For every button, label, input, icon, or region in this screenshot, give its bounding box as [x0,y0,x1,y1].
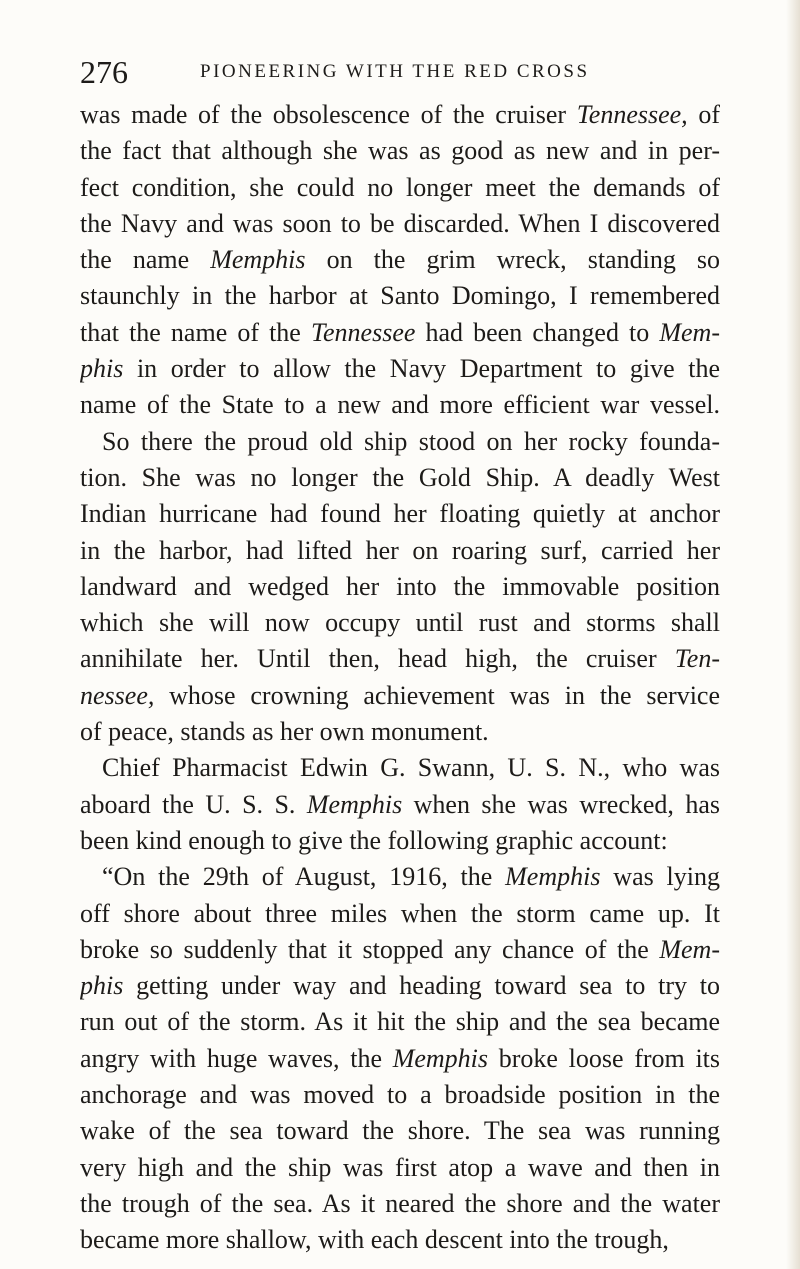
text-line [80,787,720,823]
text-run: name of the State to a new and more efficient war vessel. [80,390,720,420]
text-line [80,278,720,314]
italic-run: Mem- [659,317,720,347]
text-run: angry with huge waves, the [80,1043,393,1073]
text-line [80,968,720,1004]
italic-run: Memphis [392,1043,489,1073]
text-line [80,533,720,569]
text-run: wake of the sea toward the shore. The sea was running [80,1116,720,1146]
text-run: broke loose from its [488,1043,720,1073]
text-run: anchorage and was moved to a broadside position in the [80,1080,720,1110]
text-line [80,424,720,460]
text-line [80,206,720,242]
text-line [80,678,720,714]
italic-run: Memphis [210,245,306,275]
text-run: of [687,100,720,129]
page-number: 276 [80,54,128,90]
text-run: whose crowning achievement was in the service [154,680,720,710]
text-line [80,896,720,932]
text-run: broke so suddenly that it stopped any chance of the [80,934,660,964]
italic-run: Memphis [505,862,601,892]
running-head: PIONEERING WITH THE RED CROSS [200,61,590,82]
text-line [80,133,720,169]
text-run: became more shallow, with each descent into the trough, [80,1225,669,1255]
text-run: in order to allow the Navy Department to give the [123,354,720,384]
text-line [80,387,720,423]
text-run: getting under way and heading toward sea to try to [123,971,720,1001]
text-run: annihilate her. Until then, head high, the cruiser [80,644,675,674]
italic-run: Tennessee [310,317,416,347]
text-run: “On the 29th of August, 1916, the [102,862,506,892]
text-run: when she was wrecked, has [402,789,720,819]
text-run: Chief Pharmacist Edwin G. Swann, U. S. N., who was [102,753,720,783]
text-run: of peace, stands as her own monument. [80,717,489,747]
text-line [80,97,720,133]
text-line [80,496,720,532]
text-run: tion. She was no longer the Gold Ship. A deadly West [80,462,720,492]
italic-run: Mem- [659,934,720,964]
text-run: landward and wedged her into the immovable position [80,571,720,601]
text-line [80,351,720,387]
text-line [80,242,720,278]
text-line [80,605,720,641]
text-line [80,714,720,750]
text-run: Indian hurricane had found her floating quietly at anchor [80,499,720,529]
text-run: staunchly in the harbor at Santo Domingo, I remembered [80,281,720,311]
text-run: been kind enough to give the following graphic account: [80,825,668,855]
text-run: was lying [600,862,720,892]
text-line [80,823,720,859]
text-line [80,1222,720,1258]
text-line [80,1113,720,1149]
italic-run: Tennessee, [576,100,688,129]
text-run: the Navy and was soon to be discarded. When I discovered [80,208,720,238]
text-line [80,315,720,351]
text-run: the fact that although she was as good as new and in per- [80,136,720,166]
text-run: run out of the storm. As it hit the ship and the sea became [80,1007,720,1037]
text-line [80,641,720,677]
text-line [80,569,720,605]
text-run: fect condition, she could no longer meet the demands of [80,172,720,202]
text-run: aboard the U. S. S. [80,789,307,819]
page-header [80,52,720,92]
text-run: was made of the obsolescence of the cruiser [80,100,577,129]
text-run: the name [80,245,211,275]
italic-run: nessee, [80,680,155,710]
text-line [80,1077,720,1113]
text-line [80,1150,720,1186]
page-edge-shadow [786,0,800,1269]
text-run: on the grim wreck, standing so [305,245,720,275]
text-run: which she will now occupy until rust and storms shall [80,608,720,638]
italic-run: Ten- [674,644,720,674]
body-text [80,97,720,1259]
text-run: that the name of the [80,317,311,347]
text-run: the trough of the sea. As it neared the shore and the water [80,1188,720,1218]
text-line [80,750,720,786]
italic-run: Memphis [306,789,403,819]
text-run: So there the proud old ship stood on her rocky founda- [102,426,720,456]
text-line [80,1041,720,1077]
text-line [80,1004,720,1040]
text-line [80,932,720,968]
text-line [80,1186,720,1222]
text-run: off shore about three miles when the storm came up. It [80,898,720,928]
text-run: very high and the ship was first atop a wave and then in [80,1152,720,1182]
text-run: in the harbor, had lifted her on roaring surf, carried her [80,535,720,565]
text-run: had been changed to [415,317,660,347]
text-line [80,460,720,496]
text-line [80,170,720,206]
italic-run: phis [80,354,124,384]
italic-run: phis [80,971,124,1001]
text-line [80,859,720,895]
